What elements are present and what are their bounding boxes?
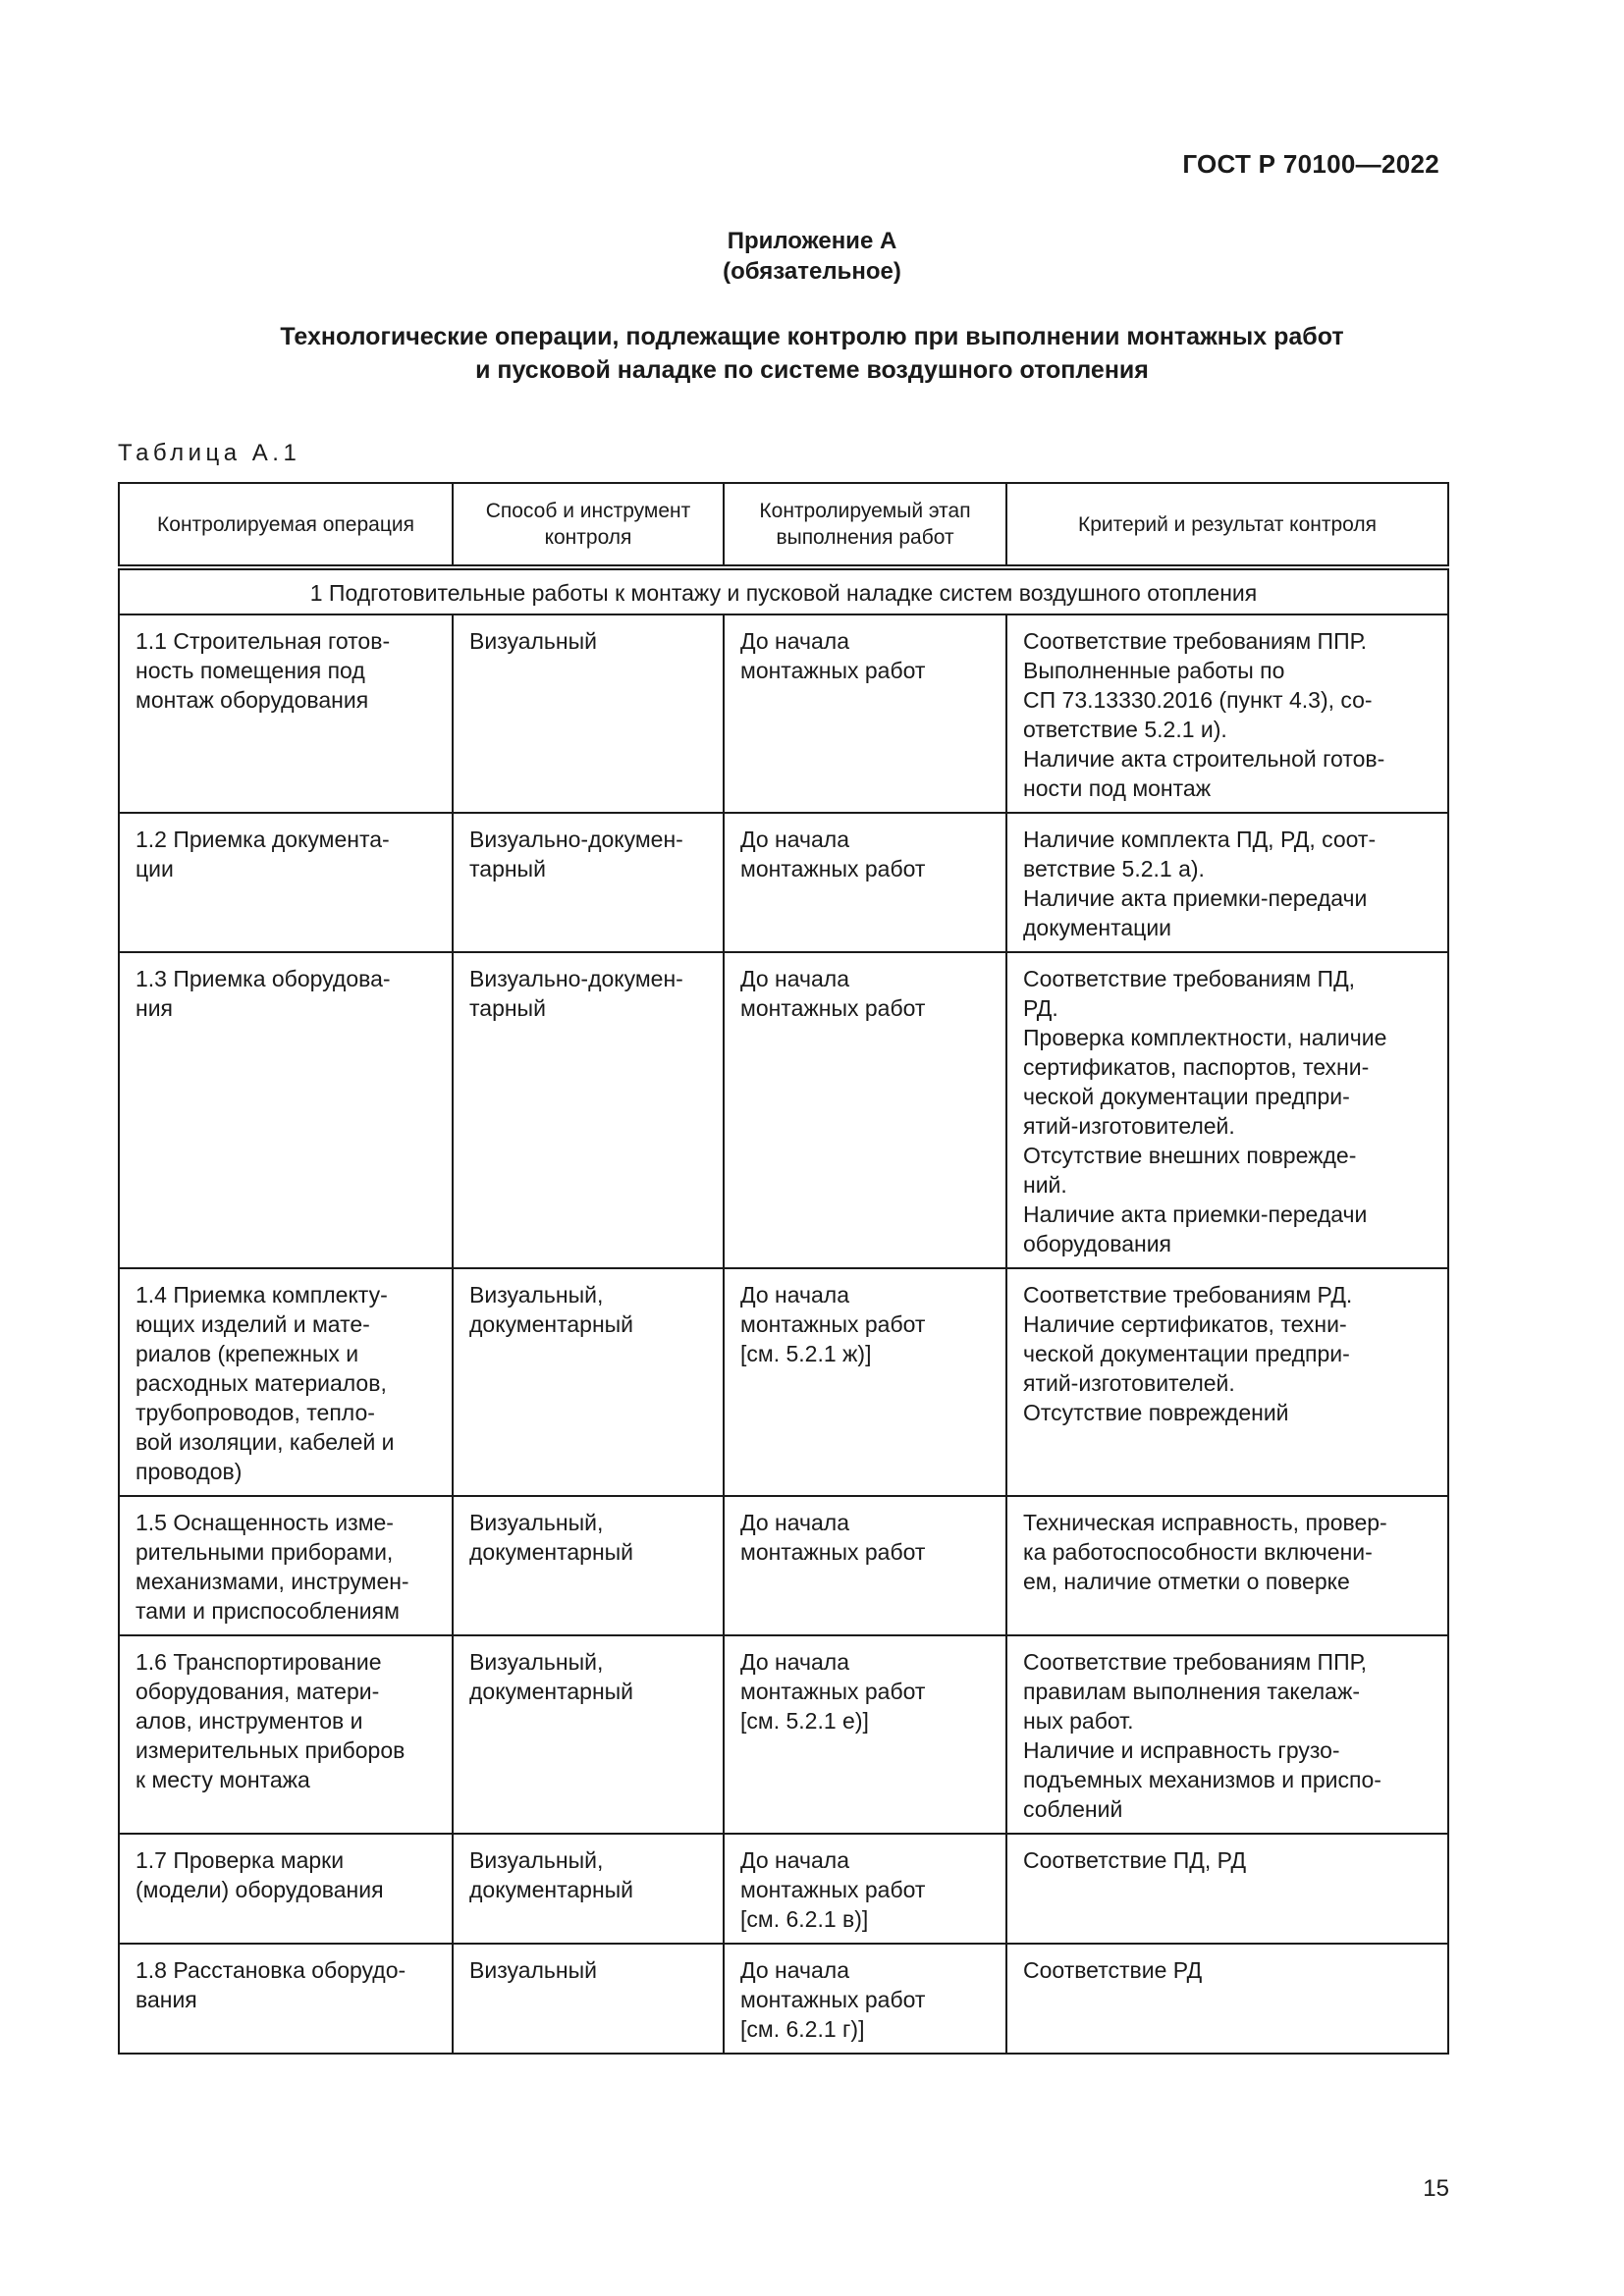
table-header-row	[119, 483, 1448, 567]
cell-line: ности под монтаж	[1023, 775, 1212, 801]
cell-line: Наличие акта строительной готов-	[1023, 746, 1385, 772]
cell-line: монтажных работ	[740, 658, 926, 683]
cell-line: ветствие 5.2.1 а).	[1023, 856, 1205, 881]
cell-line: ятий-изготовителей.	[1023, 1370, 1235, 1396]
operation-cell	[119, 614, 453, 813]
cell-line: правилам выполнения такелаж-	[1023, 1679, 1360, 1704]
cell-line: ность помещения под	[135, 658, 365, 683]
cell-line: к месту монтажа	[135, 1767, 310, 1792]
cell-line: Визуальный,	[469, 1282, 604, 1308]
cell-line: ний.	[1023, 1172, 1067, 1198]
method-cell	[453, 1944, 724, 2054]
cell-line: ятий-изготовителей.	[1023, 1113, 1235, 1139]
cell-line: измерительных приборов	[135, 1737, 406, 1763]
cell-line: документарный	[469, 1679, 634, 1704]
cell-line: документарный	[469, 1311, 634, 1337]
operation-cell	[119, 1944, 453, 2054]
stage-cell	[724, 614, 1006, 813]
method-cell	[453, 813, 724, 952]
cell-line: ответствие 5.2.1 и).	[1023, 717, 1227, 742]
cell-line: 1.8 Расстановка оборудо-	[135, 1957, 406, 1983]
cell-line: Соответствие требованиям РД.	[1023, 1282, 1353, 1308]
cell-line: подъемных механизмов и приспо-	[1023, 1767, 1381, 1792]
cell-line: Визуальный	[469, 1957, 597, 1983]
cell-line: соблений	[1023, 1796, 1123, 1822]
cell-line: механизмами, инструмен-	[135, 1569, 409, 1594]
stage-cell	[724, 952, 1006, 1268]
cell-line: Визуальный,	[469, 1847, 604, 1873]
cell-line: Наличие акта приемки-передачи	[1023, 1201, 1368, 1227]
cell-line: рительными приборами,	[135, 1539, 394, 1565]
operation-cell	[119, 1635, 453, 1834]
operation-cell	[119, 1268, 453, 1496]
criteria-cell	[1006, 1635, 1448, 1834]
table-row	[119, 1635, 1448, 1834]
cell-line: До начала	[740, 628, 849, 654]
section-row	[119, 567, 1448, 614]
cell-line: До начала	[740, 1957, 849, 1983]
cell-line: Соответствие РД	[1023, 1957, 1203, 1983]
method-cell	[453, 614, 724, 813]
cell-line: ции	[135, 856, 174, 881]
section-title: 1 Подготовительные работы к монтажу и пусковой наладке систем воздушного отопления	[119, 567, 1448, 614]
method-cell	[453, 952, 724, 1268]
cell-line: риалов (крепежных и	[135, 1341, 359, 1366]
cell-line: Визуально-докумен-	[469, 827, 683, 852]
stage-cell	[724, 1834, 1006, 1944]
table-row	[119, 1268, 1448, 1496]
cell-line: вой изоляции, кабелей и	[135, 1429, 395, 1455]
criteria-cell	[1006, 614, 1448, 813]
appendix-status: (обязательное)	[723, 258, 901, 285]
table-label: Таблица А.1	[118, 440, 301, 466]
cell-line: ющих изделий и мате-	[135, 1311, 370, 1337]
method-cell	[453, 1834, 724, 1944]
caption-line: Технологические операции, подлежащие контролю при выполнении монтажных работ	[280, 323, 1344, 350]
cell-line: ческой документации предпри-	[1023, 1341, 1350, 1366]
cell-line: монтажных работ	[740, 1877, 926, 1902]
cell-line: 1.1 Строительная готов-	[135, 628, 391, 654]
cell-line: ния	[135, 995, 174, 1021]
cell-line: тами и приспособлениям	[135, 1598, 400, 1624]
criteria-cell	[1006, 1944, 1448, 2054]
cell-line: Наличие акта приемки-передачи	[1023, 885, 1368, 911]
cell-line: алов, инструментов и	[135, 1708, 363, 1734]
cell-line: монтажных работ	[740, 856, 926, 881]
cell-line: Визуальный	[469, 628, 597, 654]
cell-line: Соответствие ПД, РД	[1023, 1847, 1247, 1873]
table-row	[119, 1496, 1448, 1635]
cell-line: тарный	[469, 995, 546, 1021]
operation-cell	[119, 952, 453, 1268]
appendix-heading	[0, 226, 1624, 287]
cell-line: (модели) оборудования	[135, 1877, 384, 1902]
table-row	[119, 813, 1448, 952]
criteria-cell	[1006, 1834, 1448, 1944]
cell-line: вания	[135, 1987, 197, 2012]
cell-line: [см. 6.2.1 г)]	[740, 2016, 865, 2042]
cell-line: оборудования	[1023, 1231, 1171, 1256]
table-caption	[0, 320, 1624, 387]
cell-line: расходных материалов,	[135, 1370, 387, 1396]
cell-line: До начала	[740, 1282, 849, 1308]
caption-line: и пусковой наладке по системе воздушного отопления	[475, 356, 1149, 384]
stage-cell	[724, 1944, 1006, 2054]
column-header-operation: Контролируемая операция	[119, 483, 453, 567]
cell-line: документации	[1023, 915, 1172, 940]
page-number: 15	[1423, 2175, 1449, 2202]
cell-line: ческой документации предпри-	[1023, 1084, 1350, 1109]
cell-line: [см. 5.2.1 е)]	[740, 1708, 869, 1734]
cell-line: документарный	[469, 1877, 634, 1902]
cell-line: монтажных работ	[740, 1679, 926, 1704]
cell-line: Визуальный,	[469, 1649, 604, 1675]
stage-cell	[724, 1496, 1006, 1635]
control-operations-table	[118, 482, 1449, 2055]
cell-line: До начала	[740, 1510, 849, 1535]
cell-line: СП 73.13330.2016 (пункт 4.3), со-	[1023, 687, 1373, 713]
cell-line: [см. 5.2.1 ж)]	[740, 1341, 872, 1366]
cell-line: документарный	[469, 1539, 634, 1565]
table-row	[119, 1944, 1448, 2054]
cell-line: монтаж оборудования	[135, 687, 369, 713]
table-row	[119, 952, 1448, 1268]
stage-cell	[724, 1635, 1006, 1834]
cell-line: 1.7 Проверка марки	[135, 1847, 345, 1873]
cell-line: Наличие сертификатов, техни-	[1023, 1311, 1347, 1337]
cell-line: Соответствие требованиям ПД,	[1023, 966, 1356, 991]
table-row	[119, 1834, 1448, 1944]
cell-line: ем, наличие отметки о поверке	[1023, 1569, 1350, 1594]
cell-line: Отсутствие повреждений	[1023, 1400, 1289, 1425]
cell-line: 1.6 Транспортирование	[135, 1649, 382, 1675]
table-row	[119, 614, 1448, 813]
cell-line: Визуальный,	[469, 1510, 604, 1535]
document-code: ГОСТ Р 70100—2022	[1182, 149, 1439, 179]
column-header-stage: Контролируемый этап выполнения работ	[724, 483, 1006, 567]
cell-line: Наличие и исправность грузо-	[1023, 1737, 1340, 1763]
column-header-method: Способ и инструмент контроля	[453, 483, 724, 567]
cell-line: РД.	[1023, 995, 1058, 1021]
operation-cell	[119, 1834, 453, 1944]
stage-cell	[724, 1268, 1006, 1496]
criteria-cell	[1006, 952, 1448, 1268]
cell-line: Отсутствие внешних поврежде-	[1023, 1143, 1357, 1168]
cell-line: 1.5 Оснащенность изме-	[135, 1510, 394, 1535]
appendix-title: Приложение А	[727, 228, 897, 254]
cell-line: монтажных работ	[740, 1539, 926, 1565]
cell-line: Проверка комплектности, наличие	[1023, 1025, 1387, 1050]
cell-line: ка работоспособности включени-	[1023, 1539, 1373, 1565]
cell-line: 1.3 Приемка оборудова-	[135, 966, 391, 991]
cell-line: сертификатов, паспортов, техни-	[1023, 1054, 1370, 1080]
criteria-cell	[1006, 813, 1448, 952]
criteria-cell	[1006, 1496, 1448, 1635]
operation-cell	[119, 1496, 453, 1635]
cell-line: Визуально-докумен-	[469, 966, 683, 991]
criteria-cell	[1006, 1268, 1448, 1496]
cell-line: 1.2 Приемка документа-	[135, 827, 390, 852]
stage-cell	[724, 813, 1006, 952]
cell-line: монтажных работ	[740, 1987, 926, 2012]
cell-line: 1.4 Приемка комплекту-	[135, 1282, 388, 1308]
cell-line: Соответствие требованиям ППР,	[1023, 1649, 1367, 1675]
cell-line: До начала	[740, 1649, 849, 1675]
method-cell	[453, 1268, 724, 1496]
cell-line: Соответствие требованиям ППР.	[1023, 628, 1367, 654]
cell-line: трубопроводов, тепло-	[135, 1400, 375, 1425]
cell-line: Наличие комплекта ПД, РД, соот-	[1023, 827, 1377, 852]
cell-line: проводов)	[135, 1459, 243, 1484]
cell-line: оборудования, матери-	[135, 1679, 380, 1704]
cell-line: ных работ.	[1023, 1708, 1134, 1734]
cell-line: Техническая исправность, провер-	[1023, 1510, 1387, 1535]
cell-line: монтажных работ	[740, 1311, 926, 1337]
cell-line: До начала	[740, 827, 849, 852]
cell-line: До начала	[740, 966, 849, 991]
operation-cell	[119, 813, 453, 952]
cell-line: Выполненные работы по	[1023, 658, 1285, 683]
method-cell	[453, 1635, 724, 1834]
method-cell	[453, 1496, 724, 1635]
cell-line: [см. 6.2.1 в)]	[740, 1906, 869, 1932]
cell-line: монтажных работ	[740, 995, 926, 1021]
column-header-criteria: Критерий и результат контроля	[1006, 483, 1448, 567]
cell-line: тарный	[469, 856, 546, 881]
cell-line: До начала	[740, 1847, 849, 1873]
